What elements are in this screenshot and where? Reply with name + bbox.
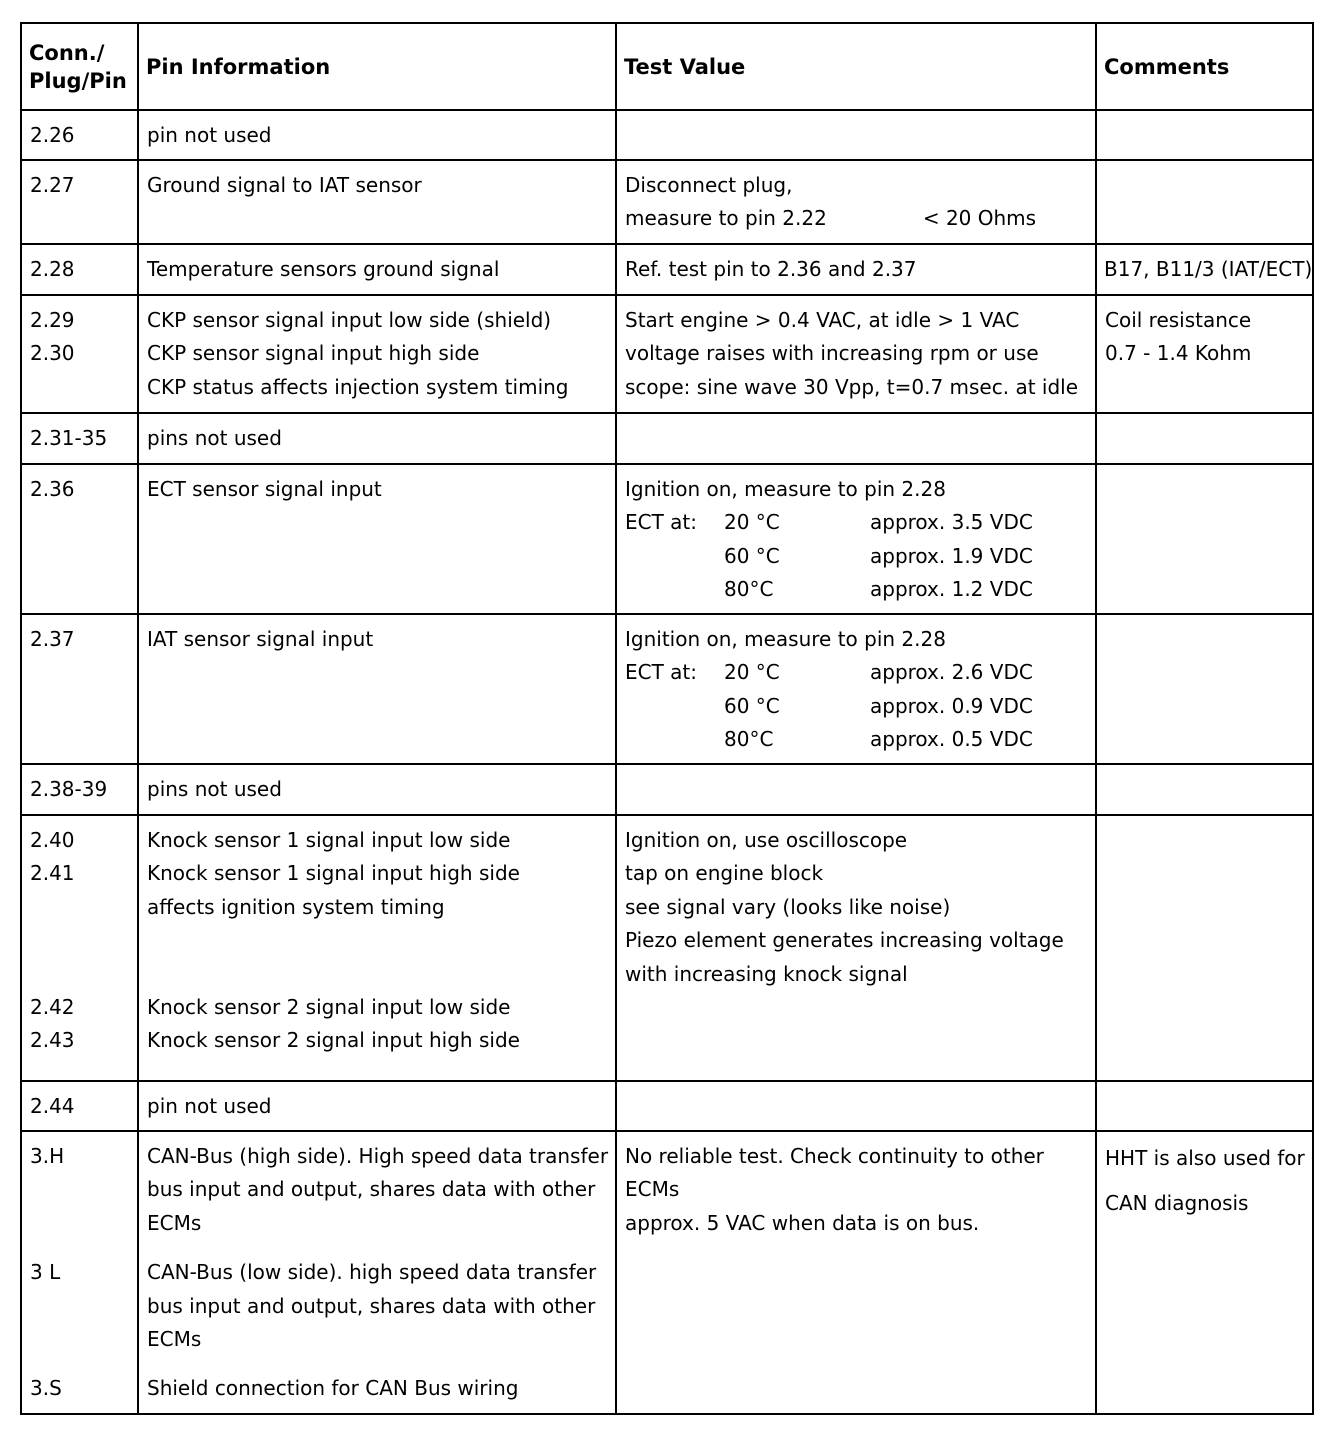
header-comments: Comments xyxy=(1096,23,1313,110)
pin-number: 2.44 xyxy=(30,1094,75,1118)
test-cell xyxy=(616,160,1096,244)
test-value-text: Piezo element generates increasing voltage xyxy=(625,928,1064,953)
comment-text: HHT is also used for xyxy=(1105,1146,1305,1170)
table-row xyxy=(21,815,1313,1081)
info-cell xyxy=(138,110,616,160)
info-cell xyxy=(138,295,616,413)
pin-info-text: pins not used xyxy=(147,777,282,801)
pin-info-text: pin not used xyxy=(147,1094,272,1118)
table-row xyxy=(21,764,1313,815)
pin-cell xyxy=(21,244,138,295)
table-row xyxy=(21,1131,1313,1414)
ect-value-row xyxy=(625,540,1087,573)
test-cell xyxy=(616,413,1096,464)
test-cell xyxy=(616,295,1096,413)
info-cell xyxy=(138,160,616,244)
pin-information-table xyxy=(20,22,1314,1415)
comment-text: 0.7 - 1.4 Kohm xyxy=(1105,341,1252,366)
ect-value-row xyxy=(625,723,1087,756)
test-cell xyxy=(616,464,1096,614)
pin-info-text: ECT sensor signal input xyxy=(147,477,382,501)
pin-number: 2.40 xyxy=(30,828,75,852)
header-conn-plug-pin xyxy=(21,23,138,110)
comment-cell xyxy=(1096,614,1313,764)
comment-cell xyxy=(1096,1131,1313,1414)
info-cell xyxy=(138,1081,616,1131)
pin-info-text: CAN-Bus (high side). High speed data transfer xyxy=(147,1144,609,1168)
test-value-text: ECMs xyxy=(625,1177,680,1202)
ect-label: ECT at: xyxy=(625,510,698,535)
test-value-threshold: < 20 Ohms xyxy=(922,206,1037,231)
pin-number: 3 L xyxy=(30,1260,61,1285)
pin-info-text: IAT sensor signal input xyxy=(147,627,374,651)
test-value-text: voltage raises with increasing rpm or use xyxy=(625,341,1039,366)
pin-info-text: bus input and output, shares data with other xyxy=(147,1293,596,1318)
pin-number: 2.38-39 xyxy=(30,777,108,801)
comment-cell xyxy=(1096,295,1313,413)
test-cell xyxy=(616,1081,1096,1131)
test-value-text: Ignition on, measure to pin 2.28 xyxy=(625,627,946,651)
test-cell xyxy=(616,614,1096,764)
pin-info-text: bus input and output, shares data with other xyxy=(147,1177,596,1202)
comment-text: B17, B11/3 (IAT/ECT) xyxy=(1104,257,1313,281)
pin-number: 2.36 xyxy=(30,477,75,501)
pin-cell xyxy=(21,295,138,413)
table-row xyxy=(21,244,1313,295)
header-pin-information: Pin Information xyxy=(138,23,616,110)
info-cell xyxy=(138,764,616,815)
pin-info-text: CAN-Bus (low side). high speed data transfer xyxy=(147,1260,597,1285)
comment-cell xyxy=(1096,1081,1313,1131)
test-cell xyxy=(616,110,1096,160)
header-conn-line1: Conn./ xyxy=(29,40,105,65)
test-cell xyxy=(616,1131,1096,1414)
pin-cell xyxy=(21,1081,138,1131)
test-value-text: scope: sine wave 30 Vpp, t=0.7 msec. at idle xyxy=(625,374,1079,399)
pin-number: 2.31-35 xyxy=(30,426,108,450)
ect-temperature: 80°C xyxy=(724,577,774,602)
ect-voltage: approx. 1.9 VDC xyxy=(870,543,1033,568)
pin-info-text: Shield connection for CAN Bus wiring xyxy=(147,1376,519,1401)
ect-value-row xyxy=(625,656,1087,689)
pin-cell xyxy=(21,614,138,764)
pin-info-text: Knock sensor 2 signal input low side xyxy=(147,994,511,1019)
info-cell xyxy=(138,413,616,464)
pin-info-text: ECMs xyxy=(147,1326,202,1351)
test-value-text: Start engine > 0.4 VAC, at idle > 1 VAC xyxy=(625,308,1020,332)
comment-cell xyxy=(1096,413,1313,464)
test-value-text: Ignition on, measure to pin 2.28 xyxy=(625,477,946,501)
pin-number: 2.42 xyxy=(30,994,75,1019)
test-value-text: approx. 5 VAC when data is on bus. xyxy=(625,1210,980,1235)
pin-number: 2.37 xyxy=(30,627,75,651)
info-cell xyxy=(138,244,616,295)
test-value-text: Ignition on, use oscilloscope xyxy=(625,828,908,852)
pin-number: 2.26 xyxy=(30,123,75,147)
test-value-text: see signal vary (looks like noise) xyxy=(625,894,951,919)
pin-info-text: Ground signal to IAT sensor xyxy=(147,173,422,197)
pin-number: 2.41 xyxy=(30,861,75,886)
info-cell xyxy=(138,464,616,614)
ect-value-row xyxy=(625,506,1087,539)
pin-cell xyxy=(21,764,138,815)
test-value-measure-line xyxy=(625,202,1087,235)
pin-info-text: CKP sensor signal input high side xyxy=(147,341,480,366)
table-row xyxy=(21,1081,1313,1131)
comment-cell xyxy=(1096,244,1313,295)
pin-cell xyxy=(21,160,138,244)
header-test-value: Test Value xyxy=(616,23,1096,110)
pin-info-text: CKP status affects injection system timing xyxy=(147,374,569,399)
pin-number: 2.27 xyxy=(30,173,75,197)
test-cell xyxy=(616,244,1096,295)
pin-cell xyxy=(21,815,138,1081)
ect-label: ECT at: xyxy=(625,660,698,685)
test-value-text: Disconnect plug, xyxy=(625,173,793,197)
pin-info-text: pins not used xyxy=(147,426,282,450)
ect-value-row xyxy=(625,573,1087,606)
table-header-row xyxy=(21,23,1313,110)
ect-voltage: approx. 0.9 VDC xyxy=(870,693,1033,718)
table-row xyxy=(21,413,1313,464)
ect-value-row xyxy=(625,690,1087,723)
pin-info-text: Knock sensor 1 signal input high side xyxy=(147,861,520,886)
header-conn-line2: Plug/Pin xyxy=(29,68,127,93)
pin-cell xyxy=(21,110,138,160)
test-value-text: tap on engine block xyxy=(625,861,824,886)
table-row xyxy=(21,160,1313,244)
comment-cell xyxy=(1096,464,1313,614)
pin-info-text: pin not used xyxy=(147,123,272,147)
info-cell xyxy=(138,614,616,764)
pin-number: 2.30 xyxy=(30,341,75,366)
comment-cell xyxy=(1096,764,1313,815)
pin-cell xyxy=(21,464,138,614)
pin-number: 2.29 xyxy=(30,308,75,332)
ect-voltage: approx. 3.5 VDC xyxy=(870,510,1033,535)
ect-temperature: 20 °C xyxy=(724,660,780,685)
table-row xyxy=(21,614,1313,764)
table-row xyxy=(21,295,1313,413)
pin-number: 3.S xyxy=(30,1376,62,1401)
test-value-text: No reliable test. Check continuity to other xyxy=(625,1144,1044,1168)
ect-voltage: approx. 1.2 VDC xyxy=(870,577,1033,602)
info-cell xyxy=(138,815,616,1081)
pin-info-text: Knock sensor 1 signal input low side xyxy=(147,828,511,852)
pin-cell xyxy=(21,413,138,464)
pin-number: 2.43 xyxy=(30,1028,75,1053)
ect-temperature: 60 °C xyxy=(724,693,780,718)
comment-cell xyxy=(1096,815,1313,1081)
ect-temperature: 80°C xyxy=(724,727,774,752)
table-row xyxy=(21,110,1313,160)
pin-number: 2.28 xyxy=(30,257,75,281)
comment-cell xyxy=(1096,110,1313,160)
pin-info-text: CKP sensor signal input low side (shield) xyxy=(147,308,552,332)
pin-info-text: Knock sensor 2 signal input high side xyxy=(147,1028,520,1053)
comment-text: CAN diagnosis xyxy=(1105,1191,1249,1215)
test-cell xyxy=(616,815,1096,1081)
pin-number: 3.H xyxy=(30,1144,65,1168)
test-value-text: measure to pin 2.22 xyxy=(625,206,827,231)
pin-info-text: Temperature sensors ground signal xyxy=(147,257,500,281)
table-row xyxy=(21,464,1313,614)
pin-cell xyxy=(21,1131,138,1414)
comment-cell xyxy=(1096,160,1313,244)
test-cell xyxy=(616,764,1096,815)
ect-temperature: 20 °C xyxy=(724,510,780,535)
pin-info-text: ECMs xyxy=(147,1210,202,1235)
ect-voltage: approx. 0.5 VDC xyxy=(870,727,1033,752)
comment-text: Coil resistance xyxy=(1105,308,1252,332)
ect-temperature: 60 °C xyxy=(724,543,780,568)
ect-voltage: approx. 2.6 VDC xyxy=(870,660,1033,685)
test-value-text: with increasing knock signal xyxy=(625,961,908,986)
pin-info-text: affects ignition system timing xyxy=(147,894,445,919)
info-cell xyxy=(138,1131,616,1414)
test-value-text: Ref. test pin to 2.36 and 2.37 xyxy=(625,257,917,281)
